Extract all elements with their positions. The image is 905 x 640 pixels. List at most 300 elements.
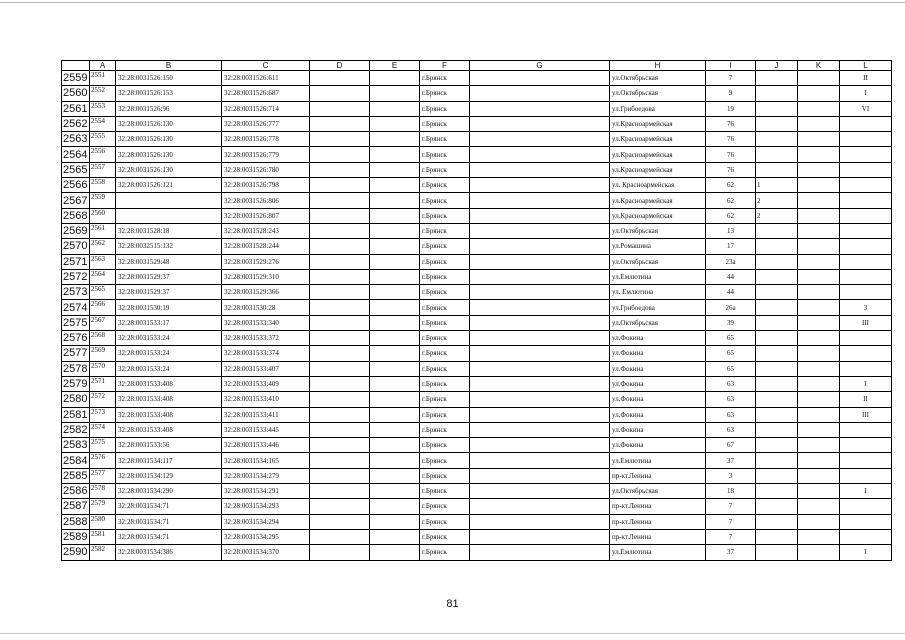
cell-l: 3 xyxy=(840,300,892,315)
cell-j xyxy=(756,147,798,162)
table-row xyxy=(62,529,892,544)
cell-h: ул.Фокина xyxy=(610,331,706,346)
cell-k xyxy=(798,545,840,560)
cell-d xyxy=(310,484,370,499)
cell-f: г.Брянск xyxy=(420,407,470,422)
page-number: 81 xyxy=(446,598,459,610)
cell-e xyxy=(370,376,420,391)
cell-g xyxy=(470,254,610,269)
table-row xyxy=(62,178,892,193)
cell-h: ул.Октябрьская xyxy=(610,223,706,238)
cell-b: 32:28:0031534:71 xyxy=(116,514,222,529)
cell-b: 32:28:0031529:37 xyxy=(116,269,222,284)
cell-g xyxy=(470,178,610,193)
cell-a: 2552 xyxy=(90,86,116,101)
cell-g xyxy=(470,392,610,407)
row-number: 2577 xyxy=(62,346,90,361)
cell-c: 32:28:0031526:806 xyxy=(222,193,310,208)
cell-e xyxy=(370,346,420,361)
cell-d xyxy=(310,147,370,162)
table-row xyxy=(62,392,892,407)
cell-l xyxy=(840,132,892,147)
cell-k xyxy=(798,422,840,437)
cell-a: 2563 xyxy=(90,254,116,269)
row-number: 2565 xyxy=(62,162,90,177)
cell-d xyxy=(310,438,370,453)
cell-h: ул.Октябрьская xyxy=(610,254,706,269)
cell-a: 2571 xyxy=(90,376,116,391)
cell-b xyxy=(116,208,222,223)
cell-a: 2581 xyxy=(90,529,116,544)
cell-i: 76 xyxy=(706,162,756,177)
cell-j: 2 xyxy=(756,193,798,208)
corner-cell xyxy=(62,61,90,71)
cell-l: I xyxy=(840,484,892,499)
cell-d xyxy=(310,407,370,422)
cell-c: 32:28:0031533:409 xyxy=(222,376,310,391)
cell-c: 32:28:0031526:807 xyxy=(222,208,310,223)
cell-f: г.Брянск xyxy=(420,331,470,346)
cell-b: 32:28:0031526:130 xyxy=(116,132,222,147)
cell-b: 32:28:0031533:408 xyxy=(116,407,222,422)
cell-h: пр-кт.Ленина xyxy=(610,468,706,483)
cell-j xyxy=(756,331,798,346)
cell-h: ул.Фокина xyxy=(610,346,706,361)
row-number: 2583 xyxy=(62,438,90,453)
column-header-e: E xyxy=(370,61,420,71)
cell-e xyxy=(370,285,420,300)
row-number: 2589 xyxy=(62,529,90,544)
cell-i: 23а xyxy=(706,254,756,269)
cell-i: 63 xyxy=(706,422,756,437)
cell-c: 32:28:0031534:370 xyxy=(222,545,310,560)
cell-h: ул.Октябрьская xyxy=(610,484,706,499)
row-number: 2579 xyxy=(62,376,90,391)
cell-b: 32:28:0032515:132 xyxy=(116,239,222,254)
table-row xyxy=(62,193,892,208)
cell-h: ул.Емлютина xyxy=(610,545,706,560)
cell-e xyxy=(370,331,420,346)
row-number: 2585 xyxy=(62,468,90,483)
cell-e xyxy=(370,101,420,116)
cell-g xyxy=(470,239,610,254)
cell-c: 32:28:0031533:372 xyxy=(222,331,310,346)
cell-g xyxy=(470,514,610,529)
cell-c: 32:28:0031526:798 xyxy=(222,178,310,193)
cell-h: ул. Емлютина xyxy=(610,285,706,300)
cell-k xyxy=(798,71,840,86)
cell-k xyxy=(798,86,840,101)
cell-g xyxy=(470,132,610,147)
cell-f: г.Брянск xyxy=(420,208,470,223)
cell-f: г.Брянск xyxy=(420,193,470,208)
cell-b: 32:28:0031533:408 xyxy=(116,376,222,391)
cell-h: ул.Грибоедова xyxy=(610,101,706,116)
cell-e xyxy=(370,193,420,208)
cell-d xyxy=(310,101,370,116)
cell-e xyxy=(370,162,420,177)
row-number: 2560 xyxy=(62,86,90,101)
cell-k xyxy=(798,468,840,483)
cell-k xyxy=(798,193,840,208)
cell-g xyxy=(470,484,610,499)
table-row xyxy=(62,331,892,346)
cell-c: 32:28:0031530:28 xyxy=(222,300,310,315)
cell-k xyxy=(798,101,840,116)
cell-c: 32:28:0031529:310 xyxy=(222,269,310,284)
cell-d xyxy=(310,132,370,147)
cell-b: 32:28:0031529:37 xyxy=(116,285,222,300)
cell-c: 32:28:0031528:243 xyxy=(222,223,310,238)
cell-j xyxy=(756,223,798,238)
cell-e xyxy=(370,499,420,514)
table-row xyxy=(62,162,892,177)
cell-k xyxy=(798,285,840,300)
cell-i: 65 xyxy=(706,346,756,361)
cell-c: 32:28:0031534:279 xyxy=(222,468,310,483)
cell-c: 32:28:0031526:779 xyxy=(222,147,310,162)
cell-a: 2556 xyxy=(90,147,116,162)
cell-b: 32:28:0031533:408 xyxy=(116,392,222,407)
row-number: 2581 xyxy=(62,407,90,422)
cell-k xyxy=(798,178,840,193)
cell-c: 32:28:0031533:374 xyxy=(222,346,310,361)
cell-l xyxy=(840,361,892,376)
cell-b: 32:28:0031534:117 xyxy=(116,453,222,468)
cell-f: г.Брянск xyxy=(420,254,470,269)
cell-f: г.Брянск xyxy=(420,162,470,177)
cell-c: 32:28:0031534:295 xyxy=(222,529,310,544)
cell-i: 3 xyxy=(706,468,756,483)
cell-j xyxy=(756,545,798,560)
cell-f: г.Брянск xyxy=(420,499,470,514)
cell-j xyxy=(756,361,798,376)
cell-f: г.Брянск xyxy=(420,361,470,376)
cell-h: ул.Красноармейская xyxy=(610,208,706,223)
row-number: 2569 xyxy=(62,223,90,238)
cell-f: г.Брянск xyxy=(420,178,470,193)
cell-f: г.Брянск xyxy=(420,132,470,147)
cell-i: 7 xyxy=(706,514,756,529)
cell-b: 32:28:0031526:96 xyxy=(116,101,222,116)
cell-c: 32:28:0031529:366 xyxy=(222,285,310,300)
cell-e xyxy=(370,147,420,162)
cell-g xyxy=(470,223,610,238)
cell-g xyxy=(470,499,610,514)
cell-a: 2559 xyxy=(90,193,116,208)
cell-i: 67 xyxy=(706,438,756,453)
cell-g xyxy=(470,147,610,162)
cell-f: г.Брянск xyxy=(420,269,470,284)
cell-i: 44 xyxy=(706,285,756,300)
cell-k xyxy=(798,484,840,499)
cell-f: г.Брянск xyxy=(420,86,470,101)
cell-d xyxy=(310,514,370,529)
cell-l xyxy=(840,514,892,529)
cell-i: 7 xyxy=(706,499,756,514)
cell-a: 2579 xyxy=(90,499,116,514)
cell-j xyxy=(756,315,798,330)
cell-k xyxy=(798,346,840,361)
cell-k xyxy=(798,514,840,529)
column-header-k: K xyxy=(798,61,840,71)
cell-l xyxy=(840,422,892,437)
column-header-d: D xyxy=(310,61,370,71)
cell-k xyxy=(798,376,840,391)
cell-l xyxy=(840,529,892,544)
row-number: 2559 xyxy=(62,71,90,86)
top-scan-border xyxy=(0,2,905,3)
cell-e xyxy=(370,315,420,330)
cell-a: 2551 xyxy=(90,71,116,86)
cell-e xyxy=(370,468,420,483)
cell-d xyxy=(310,269,370,284)
cell-j xyxy=(756,376,798,391)
cell-h: ул.Фокина xyxy=(610,376,706,391)
cell-b: 32:28:0031526:121 xyxy=(116,178,222,193)
cell-j xyxy=(756,239,798,254)
row-number: 2590 xyxy=(62,545,90,560)
cell-l xyxy=(840,116,892,131)
cell-c: 32:28:0031534:165 xyxy=(222,453,310,468)
cell-g xyxy=(470,101,610,116)
cell-d xyxy=(310,71,370,86)
row-number: 2561 xyxy=(62,101,90,116)
cell-b: 32:28:0031533:24 xyxy=(116,346,222,361)
cell-e xyxy=(370,484,420,499)
row-number: 2575 xyxy=(62,315,90,330)
row-number: 2576 xyxy=(62,331,90,346)
cell-h: ул.Красноармейская xyxy=(610,116,706,131)
cell-f: г.Брянск xyxy=(420,529,470,544)
spreadsheet-table xyxy=(61,60,892,561)
cell-f: г.Брянск xyxy=(420,285,470,300)
table-row xyxy=(62,315,892,330)
table-row xyxy=(62,132,892,147)
cell-g xyxy=(470,116,610,131)
cell-j xyxy=(756,116,798,131)
cell-g xyxy=(470,453,610,468)
cell-c: 32:28:0031534:294 xyxy=(222,514,310,529)
row-number: 2563 xyxy=(62,132,90,147)
cell-a: 2577 xyxy=(90,468,116,483)
table-row xyxy=(62,269,892,284)
cell-j xyxy=(756,86,798,101)
cell-e xyxy=(370,132,420,147)
cell-i: 18 xyxy=(706,484,756,499)
cell-f: г.Брянск xyxy=(420,392,470,407)
cell-j: 2 xyxy=(756,208,798,223)
cell-d xyxy=(310,315,370,330)
table-row xyxy=(62,300,892,315)
cell-h: ул.Фокина xyxy=(610,422,706,437)
table-row xyxy=(62,453,892,468)
cell-h: ул.Емлютина xyxy=(610,269,706,284)
cell-k xyxy=(798,499,840,514)
cell-i: 76 xyxy=(706,116,756,131)
cell-b: 32:28:0031534:290 xyxy=(116,484,222,499)
cell-c: 32:28:0031533:407 xyxy=(222,361,310,376)
cell-d xyxy=(310,239,370,254)
cell-g xyxy=(470,285,610,300)
cell-d xyxy=(310,208,370,223)
row-number: 2588 xyxy=(62,514,90,529)
cell-l: VI xyxy=(840,101,892,116)
cell-i: 7 xyxy=(706,529,756,544)
cell-h: ул.Грибоедова xyxy=(610,300,706,315)
cell-e xyxy=(370,529,420,544)
cell-e xyxy=(370,361,420,376)
table-body xyxy=(62,71,892,561)
table-row xyxy=(62,484,892,499)
table-row xyxy=(62,468,892,483)
cell-l: I xyxy=(840,86,892,101)
cell-d xyxy=(310,499,370,514)
table-row xyxy=(62,239,892,254)
cell-d xyxy=(310,346,370,361)
cell-j xyxy=(756,392,798,407)
cell-j xyxy=(756,101,798,116)
cell-j xyxy=(756,346,798,361)
cell-a: 2575 xyxy=(90,438,116,453)
cell-d xyxy=(310,300,370,315)
cell-h: ул.Октябрьская xyxy=(610,315,706,330)
cell-k xyxy=(798,208,840,223)
cell-b: 32:28:0031534:386 xyxy=(116,545,222,560)
cell-g xyxy=(470,376,610,391)
cell-l: II xyxy=(840,392,892,407)
cell-i: 19 xyxy=(706,101,756,116)
cell-f: г.Брянск xyxy=(420,101,470,116)
table-row xyxy=(62,438,892,453)
row-number: 2574 xyxy=(62,300,90,315)
cell-b: 32:28:0031530:19 xyxy=(116,300,222,315)
cell-j xyxy=(756,285,798,300)
cell-a: 2565 xyxy=(90,285,116,300)
row-number: 2567 xyxy=(62,193,90,208)
cell-e xyxy=(370,86,420,101)
cell-k xyxy=(798,147,840,162)
cell-j xyxy=(756,529,798,544)
cell-b: 32:28:0031526:150 xyxy=(116,71,222,86)
cell-a: 2568 xyxy=(90,331,116,346)
cell-c: 32:28:0031533:340 xyxy=(222,315,310,330)
cell-h: ул.Красноармейская xyxy=(610,132,706,147)
cell-a: 2553 xyxy=(90,101,116,116)
row-number: 2573 xyxy=(62,285,90,300)
cell-f: г.Брянск xyxy=(420,514,470,529)
cell-i: 9 xyxy=(706,86,756,101)
column-header-row xyxy=(62,61,892,71)
cell-g xyxy=(470,468,610,483)
cell-b: 32:28:0031526:130 xyxy=(116,147,222,162)
cell-e xyxy=(370,269,420,284)
table-row xyxy=(62,376,892,391)
cell-i: 13 xyxy=(706,223,756,238)
cell-d xyxy=(310,285,370,300)
cell-e xyxy=(370,208,420,223)
cell-b: 32:28:0031533:408 xyxy=(116,422,222,437)
cell-l xyxy=(840,223,892,238)
cell-a: 2567 xyxy=(90,315,116,330)
cell-k xyxy=(798,132,840,147)
cell-g xyxy=(470,529,610,544)
row-number: 2578 xyxy=(62,361,90,376)
row-number: 2587 xyxy=(62,499,90,514)
cell-i: 39 xyxy=(706,315,756,330)
cell-g xyxy=(470,315,610,330)
cell-k xyxy=(798,315,840,330)
cell-k xyxy=(798,300,840,315)
cell-c: 32:28:0031526:780 xyxy=(222,162,310,177)
cell-l xyxy=(840,178,892,193)
cell-l xyxy=(840,239,892,254)
table-row xyxy=(62,514,892,529)
cell-c: 32:28:0031526:778 xyxy=(222,132,310,147)
cell-j xyxy=(756,422,798,437)
cell-l xyxy=(840,499,892,514)
cell-c: 32:28:0031534:291 xyxy=(222,484,310,499)
cell-f: г.Брянск xyxy=(420,422,470,437)
cell-l xyxy=(840,147,892,162)
cell-g xyxy=(470,346,610,361)
cell-b: 32:28:0031534:71 xyxy=(116,529,222,544)
column-header-f: F xyxy=(420,61,470,71)
cell-a: 2555 xyxy=(90,132,116,147)
cell-e xyxy=(370,300,420,315)
cell-b: 32:28:0031526:130 xyxy=(116,162,222,177)
cell-g xyxy=(470,300,610,315)
cell-k xyxy=(798,269,840,284)
cell-c: 32:28:0031526:777 xyxy=(222,116,310,131)
cell-a: 2562 xyxy=(90,239,116,254)
row-number: 2580 xyxy=(62,392,90,407)
cell-b: 32:28:0031534:71 xyxy=(116,499,222,514)
cell-e xyxy=(370,438,420,453)
cell-i: 62 xyxy=(706,178,756,193)
cell-i: 76 xyxy=(706,132,756,147)
cell-k xyxy=(798,116,840,131)
cell-h: ул.Фокина xyxy=(610,407,706,422)
cell-f: г.Брянск xyxy=(420,116,470,131)
cell-j xyxy=(756,407,798,422)
column-header-a: A xyxy=(90,61,116,71)
cell-f: г.Брянск xyxy=(420,315,470,330)
cell-e xyxy=(370,422,420,437)
cell-i: 65 xyxy=(706,361,756,376)
cell-l xyxy=(840,438,892,453)
cell-l: I xyxy=(840,376,892,391)
cell-c: 32:28:0031533:445 xyxy=(222,422,310,437)
cell-b xyxy=(116,193,222,208)
table-row xyxy=(62,147,892,162)
cell-l: II xyxy=(840,71,892,86)
cell-a: 2580 xyxy=(90,514,116,529)
cell-c: 32:28:0031529:276 xyxy=(222,254,310,269)
cell-e xyxy=(370,453,420,468)
cell-i: 37 xyxy=(706,545,756,560)
cell-b: 32:28:0031526:130 xyxy=(116,116,222,131)
row-number: 2568 xyxy=(62,208,90,223)
cell-e xyxy=(370,407,420,422)
cell-d xyxy=(310,178,370,193)
cell-g xyxy=(470,71,610,86)
cell-d xyxy=(310,361,370,376)
table-row xyxy=(62,208,892,223)
table-row xyxy=(62,361,892,376)
row-number: 2582 xyxy=(62,422,90,437)
cell-i: 17 xyxy=(706,239,756,254)
